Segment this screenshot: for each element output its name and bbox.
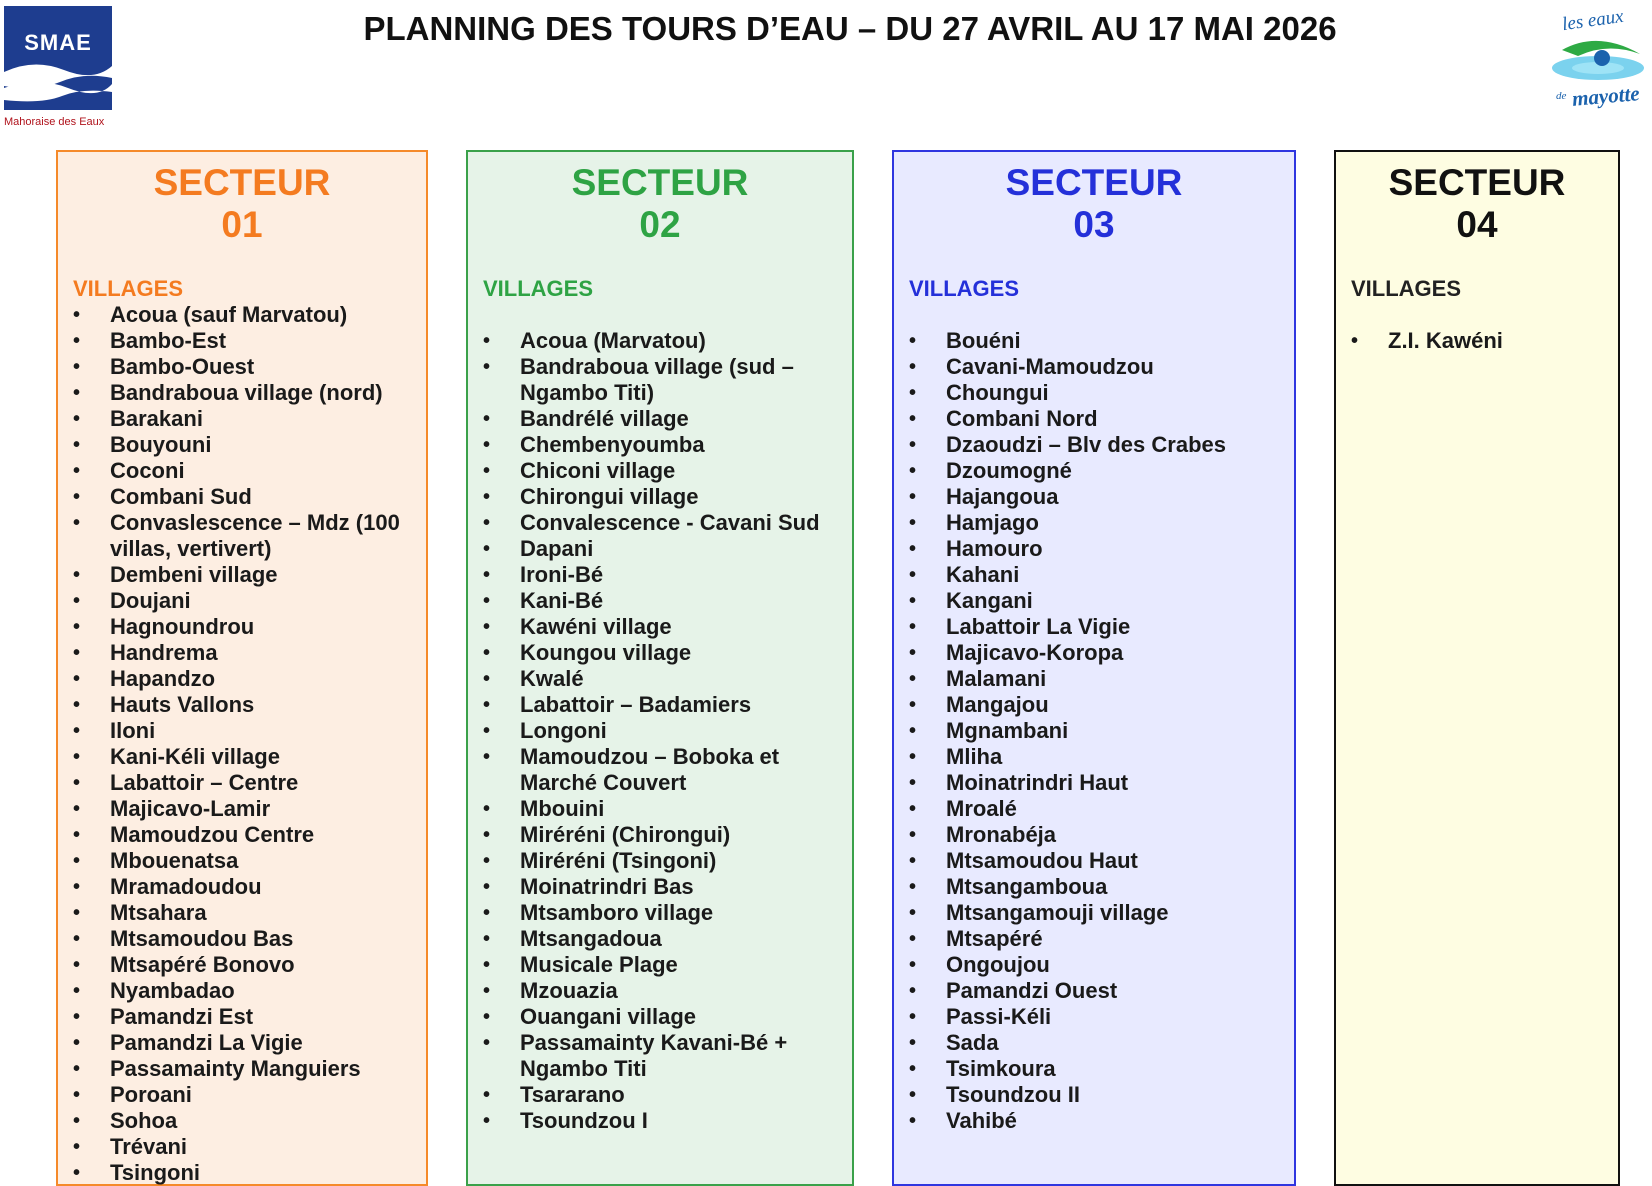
village-item: • Bandraboua village (nord)	[73, 380, 426, 406]
village-list	[58, 302, 426, 1186]
village-list	[1336, 328, 1618, 354]
village-item: • Mamoudzou – Boboka et Marché Couvert	[483, 744, 852, 796]
villages-heading: VILLAGES	[483, 276, 594, 301]
village-item: • Mzouazia	[483, 978, 852, 1004]
village-item: • Iloni	[73, 718, 426, 744]
village-item: • Miréréni (Tsingoni)	[483, 848, 852, 874]
village-item: • Labattoir – Centre	[73, 770, 426, 796]
village-item: • Tsingoni	[73, 1160, 426, 1186]
smae-logo-text: SMAE	[24, 30, 92, 55]
village-item: • Ironi-Bé	[483, 562, 852, 588]
village-item: • Mtsamoudou Haut	[909, 848, 1294, 874]
village-item: • Combani Sud	[73, 484, 426, 510]
logo-line2-small: de	[1556, 90, 1567, 102]
village-item: • Passi-Kéli	[909, 1004, 1294, 1030]
village-item: • Nyambadao	[73, 978, 426, 1004]
village-item: • Mronabéja	[909, 822, 1294, 848]
sector-title	[1336, 162, 1618, 246]
village-item: • Moinatrindri Haut	[909, 770, 1294, 796]
village-item: • Vahibé	[909, 1108, 1294, 1134]
village-item: • Mtsahara	[73, 900, 426, 926]
village-item: • Handrema	[73, 640, 426, 666]
village-item: • Convalescence - Cavani Sud	[483, 510, 852, 536]
village-item: • Musicale Plage	[483, 952, 852, 978]
village-item: • Koungou village	[483, 640, 852, 666]
sector-number: 03	[1073, 204, 1115, 245]
village-item: • Bouéni	[909, 328, 1294, 354]
village-item: • Mbouenatsa	[73, 848, 426, 874]
village-item: • Acoua (sauf Marvatou)	[73, 302, 426, 328]
village-item: • Malamani	[909, 666, 1294, 692]
village-item: • Longoni	[483, 718, 852, 744]
smae-logo	[4, 6, 116, 132]
village-item: • Kwalé	[483, 666, 852, 692]
sector-label: SECTEUR	[1388, 162, 1566, 203]
village-item: • Cavani-Mamoudzou	[909, 354, 1294, 380]
village-item: • Convaslescence – Mdz (100 villas, vertivert)	[73, 510, 426, 562]
sector-number: 02	[639, 204, 681, 245]
village-item: • Acoua (Marvatou)	[483, 328, 852, 354]
village-item: • Dzoumogné	[909, 458, 1294, 484]
sector-label: SECTEUR	[1005, 162, 1183, 203]
sector-label: SECTEUR	[571, 162, 749, 203]
village-item: • Ongoujou	[909, 952, 1294, 978]
logo-line1: les eaux	[1560, 5, 1625, 36]
village-item: • Bambo-Ouest	[73, 354, 426, 380]
village-item: • Dzaoudzi – Blv des Crabes	[909, 432, 1294, 458]
village-item: • Mtsangamboua	[909, 874, 1294, 900]
sector-number: 01	[221, 204, 263, 245]
village-item: • Pamandzi La Vigie	[73, 1030, 426, 1056]
village-item: • Kani-Bé	[483, 588, 852, 614]
village-item: • Mtsamboro village	[483, 900, 852, 926]
sector-title	[894, 162, 1294, 246]
village-item: • Mgnambani	[909, 718, 1294, 744]
village-item: • Z.I. Kawéni	[1351, 328, 1618, 354]
village-item: • Hamjago	[909, 510, 1294, 536]
wave-icon	[4, 6, 112, 110]
village-item: • Bandraboua village (sud – Ngambo Titi)	[483, 354, 852, 406]
village-item: • Mtsamoudou Bas	[73, 926, 426, 952]
village-item: • Mangajou	[909, 692, 1294, 718]
logo-line2: mayotte	[1571, 81, 1641, 111]
village-item: • Sohoa	[73, 1108, 426, 1134]
sector-04-panel	[1334, 150, 1620, 1186]
village-item: • Kangani	[909, 588, 1294, 614]
village-item: • Chiconi village	[483, 458, 852, 484]
village-item: • Mtsangadoua	[483, 926, 852, 952]
village-item: • Poroani	[73, 1082, 426, 1108]
village-item: • Dapani	[483, 536, 852, 562]
page-title: PLANNING DES TOURS D’EAU – DU 27 AVRIL AU 17 MAI 2026	[363, 10, 1337, 47]
village-item: • Mbouini	[483, 796, 852, 822]
village-item: • Choungui	[909, 380, 1294, 406]
village-item: • Mramadoudou	[73, 874, 426, 900]
villages-heading: VILLAGES	[1351, 276, 1462, 301]
sector-number: 04	[1456, 204, 1498, 245]
village-item: • Doujani	[73, 588, 426, 614]
village-item: • Pamandzi Est	[73, 1004, 426, 1030]
villages-heading: VILLAGES	[909, 276, 1020, 301]
village-item: • Bambo-Est	[73, 328, 426, 354]
smae-logo-caption: Mahoraise des Eaux	[4, 116, 105, 128]
village-list	[468, 328, 852, 1134]
village-item: • Labattoir La Vigie	[909, 614, 1294, 640]
sector-03-panel	[892, 150, 1296, 1186]
village-item: • Pamandzi Ouest	[909, 978, 1294, 1004]
sector-label: SECTEUR	[153, 162, 331, 203]
village-item: • Bouyouni	[73, 432, 426, 458]
village-item: • Hagnoundrou	[73, 614, 426, 640]
village-item: • Chembenyoumba	[483, 432, 852, 458]
village-item: • Barakani	[73, 406, 426, 432]
village-item: • Kahani	[909, 562, 1294, 588]
village-item: • Moinatrindri Bas	[483, 874, 852, 900]
sector-02-panel	[466, 150, 854, 1186]
village-item: • Mamoudzou Centre	[73, 822, 426, 848]
village-item: • Coconi	[73, 458, 426, 484]
smae-logo-box	[4, 6, 112, 110]
village-item: • Sada	[909, 1030, 1294, 1056]
sector-title	[58, 162, 426, 246]
village-item: • Mroalé	[909, 796, 1294, 822]
villages-heading: VILLAGES	[73, 276, 184, 301]
village-item: • Passamainty Manguiers	[73, 1056, 426, 1082]
village-item: • Tsimkoura	[909, 1056, 1294, 1082]
village-item: • Mtsangamouji village	[909, 900, 1294, 926]
village-item: • Kawéni village	[483, 614, 852, 640]
village-item: • Mtsapéré Bonovo	[73, 952, 426, 978]
village-item: • Combani Nord	[909, 406, 1294, 432]
village-item: • Chirongui village	[483, 484, 852, 510]
village-item: • Miréréni (Chirongui)	[483, 822, 852, 848]
village-list	[894, 328, 1294, 1134]
village-item: • Majicavo-Lamir	[73, 796, 426, 822]
village-item: • Majicavo-Koropa	[909, 640, 1294, 666]
village-item: • Tsoundzou I	[483, 1108, 852, 1134]
eaux-mayotte-logo	[1548, 5, 1648, 118]
village-item: • Hamouro	[909, 536, 1294, 562]
village-item: • Mtsapéré	[909, 926, 1294, 952]
village-item: • Passamainty Kavani-Bé + Ngambo Titi	[483, 1030, 852, 1082]
village-item: • Labattoir – Badamiers	[483, 692, 852, 718]
sector-title	[468, 162, 852, 246]
village-item: • Tsararano	[483, 1082, 852, 1108]
village-item: • Mliha	[909, 744, 1294, 770]
village-item: • Hajangoua	[909, 484, 1294, 510]
village-item: • Bandrélé village	[483, 406, 852, 432]
village-item: • Hapandzo	[73, 666, 426, 692]
village-item: • Tsoundzou II	[909, 1082, 1294, 1108]
village-item: • Dembeni village	[73, 562, 426, 588]
village-item: • Ouangani village	[483, 1004, 852, 1030]
sector-01-panel	[56, 150, 428, 1186]
village-item: • Hauts Vallons	[73, 692, 426, 718]
village-item: • Trévani	[73, 1134, 426, 1160]
village-item: • Kani-Kéli village	[73, 744, 426, 770]
